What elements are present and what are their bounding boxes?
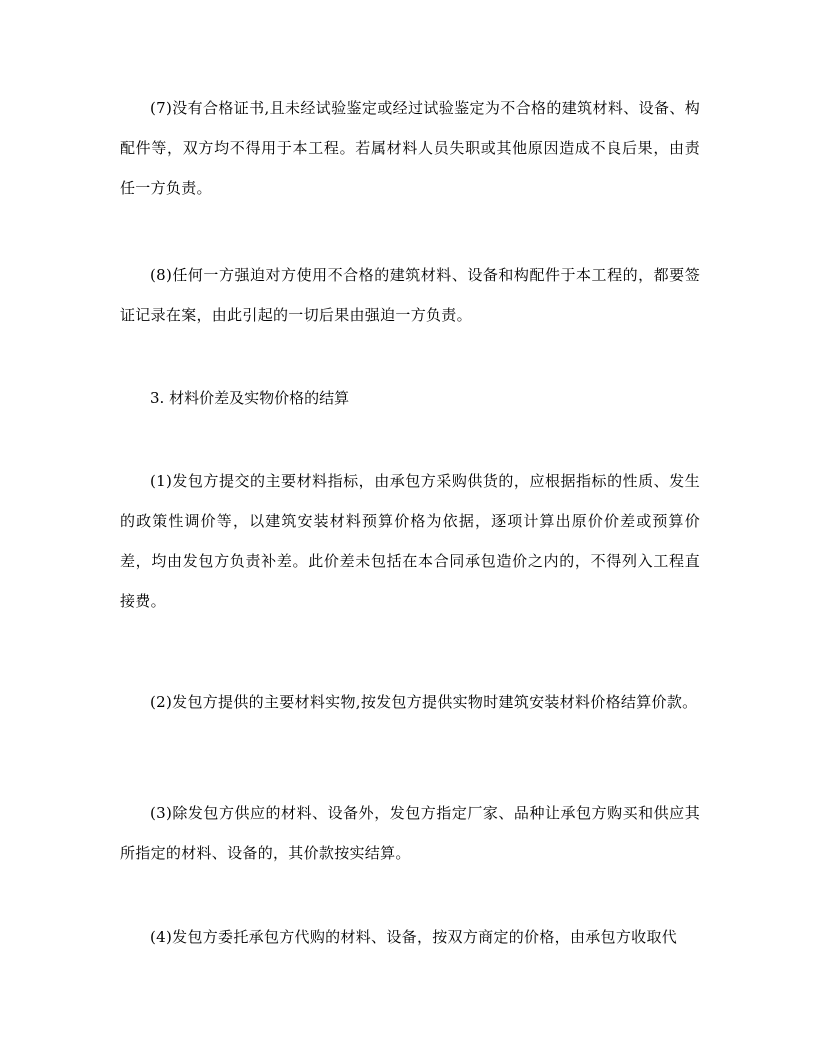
clause-1-paragraph: (1)发包方提交的主要材料指标，由承包方采购供货的，应根据指标的性质、发生的政策性调价等，以建筑安装材料预算价格为依据，逐项计算出原价价差或预算价差，均由发包方负责补差。此价差未包括在本合同承包造价之内的，不得列入工程直接费。 — [120, 472, 700, 610]
clause-3-paragraph: (3)除发包方供应的材料、设备外，发包方指定厂家、品种让承包方购买和供应其所指定的材料、设备的，其价款按实结算。 — [120, 804, 700, 862]
section-3-heading: 3. 材料价差及实物价格的结算 — [150, 389, 350, 407]
clause-2-paragraph: (2)发包方提供的主要材料实物,按发包方提供实物时建筑安装材料价格结算价款。 — [150, 693, 698, 711]
clause-4-paragraph: (4)发包方委托承包方代购的材料、设备，按双方商定的价格，由承包方收取代 — [150, 928, 678, 946]
clause-7-paragraph: (7)没有合格证书,且未经试验鉴定或经过试验鉴定为不合格的建筑材料、设备、构配件等，双方均不得用于本工程。若属材料人员失职或其他原因造成不良后果，由责任一方负责。 — [120, 99, 700, 197]
clause-8-paragraph: (8)任何一方强迫对方使用不合格的建筑材料、设备和构配件于本工程的，都要签证记录在案，由此引起的一切后果由强迫一方负责。 — [120, 266, 700, 324]
